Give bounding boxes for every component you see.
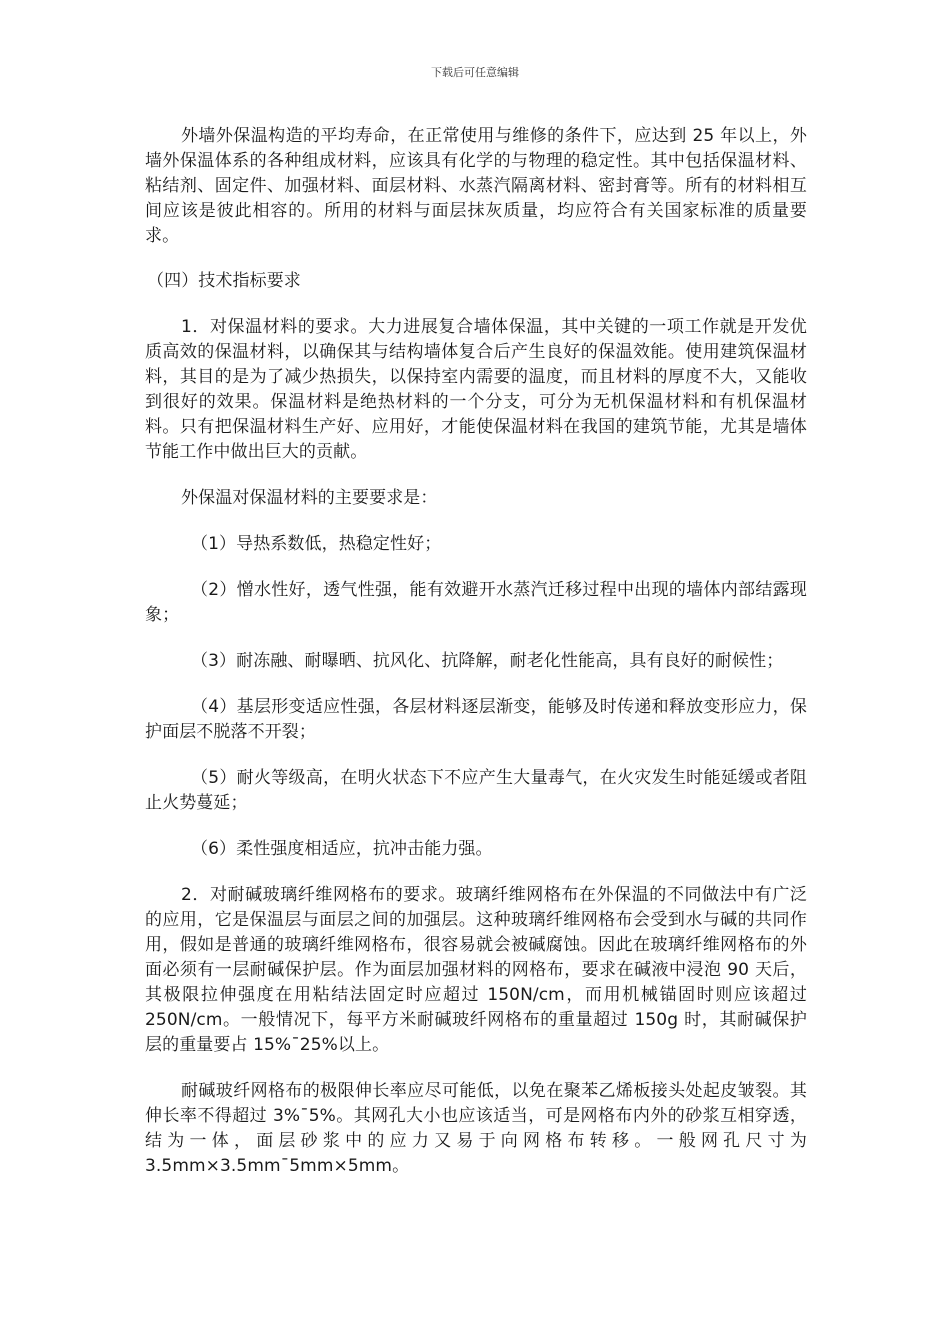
- paragraph-insulation-material-requirements: 1．对保温材料的要求。大力进展复合墙体保温，其中关键的一项工作就是开发优质高效的保温材料，以确保其与结构墙体复合后产生良好的保温效能。使用建筑保温材料，其目的是为了减少热损失，以保持室内需要的温度，而且材料的厚度不大，又能收到很好的效果。保温材料是绝热材料的一个分支，可分为无机保温材料和有机保温材料。只有把保温材料生产好、应用好，才能使保温材料在我国的建筑节能，尤其是墙体节能工作中做出巨大的贡献。: [145, 317, 807, 462]
- list-item-requirement-4: （4）基层形变适应性强，各层材料逐层渐变，能够及时传递和释放变形应力，保护面层不脱落不开裂；: [145, 697, 807, 742]
- page-header: 下载后可任意编辑: [431, 66, 519, 79]
- list-item-requirement-3: （3）耐冻融、耐曝晒、抗风化、抗降解，耐老化性能高，具有良好的耐候性；: [191, 651, 784, 671]
- paragraph-service-life: 外墙外保温构造的平均寿命，在正常使用与维修的条件下，应达到 25 年以上，外墙外保温体系的各种组成材料，应该具有化学的与物理的稳定性。其中包括保温材料、粘结剂、固定件、加强材料、面层材料、水蒸汽隔离材料、密封膏等。所有的材料相互间应该是彼此相容的。所用的材料与面层抹灰质量，均应符合有关国家标准的质量要求。: [145, 126, 807, 246]
- section-heading: （四）技术指标要求: [147, 271, 301, 291]
- paragraph-main-requirements-intro: 外保温对保温材料的主要要求是：: [181, 488, 438, 508]
- paragraph-fiberglass-mesh-requirements: 2．对耐碱玻璃纤维网格布的要求。玻璃纤维网格布在外保温的不同做法中有广泛的应用，它是保温层与面层之间的加强层。这种玻璃纤维网格布会受到水与碱的共同作用，假如是普通的玻璃纤维网格布，很容易就会被碱腐蚀。因此在玻璃纤维网格布的外面必须有一层耐碱保护层。作为面层加强材料的网格布，要求在碱液中浸泡 90 天后，其极限拉伸强度在用粘结法固定时应超过 150N/cm，而用机械锚固时则应该超过 250N/cm。一般情况下，每平方米耐碱玻纤网格布的重量超过 150g 时，其耐碱保护层的重量要占 15%¯25%以上。: [145, 885, 807, 1055]
- list-item-requirement-2: （2）憎水性好，透气性强，能有效避开水蒸汽迁移过程中出现的墙体内部结露现象；: [145, 580, 807, 625]
- list-item-requirement-6: （6）柔性强度相适应，抗冲击能力强。: [191, 839, 493, 859]
- list-item-requirement-5: （5）耐火等级高，在明火状态下不应产生大量毒气，在火灾发生时能延缓或者阻止火势蔓延；: [145, 768, 807, 813]
- paragraph-mesh-elongation: 耐碱玻纤网格布的极限伸长率应尽可能低，以免在聚苯乙烯板接头处起皮皱裂。其伸长率不得超过 3%¯5%。其网孔大小也应该适当，可是网格布内外的砂浆互相穿透，结为一体，面层砂浆中的应力又易于向网格布转移。一般网孔尺寸为 3.5mm×3.5mm¯5mm×5mm。: [145, 1081, 807, 1176]
- document-body: [145, 124, 807, 1179]
- list-item-requirement-1: （1）导热系数低，热稳定性好；: [191, 534, 442, 554]
